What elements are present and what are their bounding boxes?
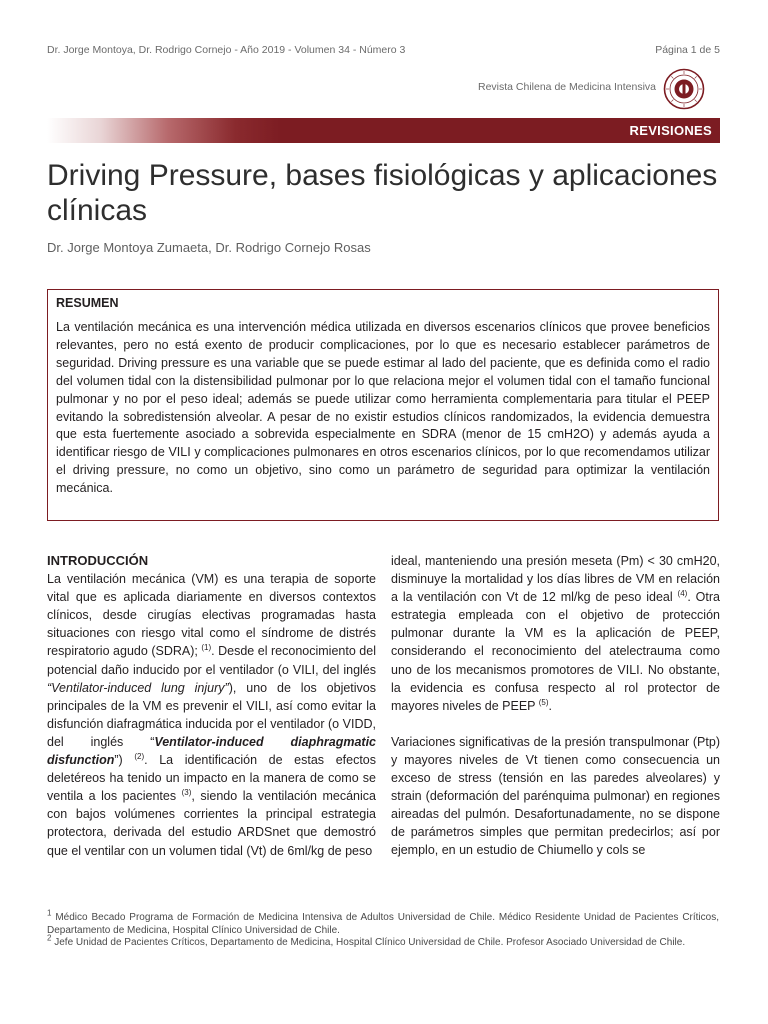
abstract-heading: RESUMEN [56,296,119,310]
right-column [391,552,720,860]
section-band [47,118,720,143]
header-citation: Dr. Jorge Montoya, Dr. Rodrigo Cornejo - Año 2019 - Volumen 34 - Número 3 [47,44,406,56]
footnotes [47,908,719,950]
text-run: ideal, manteniendo una presión meseta (Pm) < 30 cmH20, disminuye la mortalidad y los días libres de VM en relación a la ventilación con Vt de 12 ml/kg de peso ideal [391,554,720,605]
text-run: ), uno de los objetivos principales de la VM es prevenir el VILI, así como evitar la disfunción diafragmática inducida por el ventilador (o VIDD, del inglés “ [47,680,377,749]
intro-paragraph [47,570,376,860]
abstract-box [47,289,719,521]
text-run: . Desde el reconocimiento del potencial daño inducido por el ventilador (o VILI, del inglés [47,644,376,677]
section-label: REVISIONES [629,123,712,138]
footnote-1 [47,908,719,937]
footnote-text: Médico Becado Programa de Formación de Medicina Intensiva de Adultos Universidad de Chile. Médico Residente Unidad de Pacientes Críticos, Departamento de Medicina, Hospital Clínico Universidad de Chile. [47,912,719,936]
text-run: . [548,698,553,713]
left-column [47,552,376,860]
citation-ref: (3) [181,788,192,798]
footnote-marker: 2 [47,933,52,943]
bold-italic-term: Ventilator-induced diaphragmatic disfunction [47,734,376,768]
citation-ref: (2) [134,751,145,761]
text-run: . La identificación de estas efectos deletéreos ha tenido un impacto en la manera de como se ventila a los pacientes [47,753,376,804]
article-authors: Dr. Jorge Montoya Zumaeta, Dr. Rodrigo Cornejo Rosas [47,240,371,255]
citation-ref: (5) [538,697,549,707]
paragraph-variaciones: Variaciones significativas de la presión transpulmonar (Ptp) y mayores niveles de Vt tienen como consecuencia un exceso de stress (tensión en las paredes alveolares) y strain (deformación del parénquima pulmonar) en regiones aireadas del pulmón. Desafortunadamente, no se dispone de parámetros simples que permitan predecirlos; así por ejemplo, en un estudio de Chiumello y cols se [391,734,720,858]
section-heading-introduccion: INTRODUCCIÓN [47,553,149,568]
footnote-text: Jefe Unidad de Pacientes Críticos, Departamento de Medicina, Hospital Clínico Universidad de Chile. Profesor Asociado Universidad de Chile. [51,937,686,949]
footnote-2 [47,933,719,950]
page-number: Página 1 de 5 [655,44,720,56]
paragraph-continued [391,552,720,715]
text-run: , siendo la ventilación mecánica con bajos volúmenes corrientes la principal estrategia protectora, derivada del estudio ARDSnet que demostró que el ventilar con un volumen tidal (Vt) de 6ml/kg de peso [47,789,376,858]
citation-ref: (4) [677,589,688,599]
journal-name: Revista Chilena de Medicina Intensiva [477,81,656,93]
italic-term: “Ventilator-induced lung injury” [47,680,229,695]
footnote-marker: 1 [47,908,52,918]
text-run: . Otra estrategia empleada con el objetivo de protección pulmonar durante la VM es la aplicación de PEEP, considerando el reconocimiento del atelectrauma como uno de los mecanismos promotores de VILI. No obstante, la evidencia es confusa respecto al rol protector de mayores niveles de PEEP [391,590,720,713]
article-title: Driving Pressure, bases fisiológicas y aplicaciones clínicas [47,159,718,227]
text-run: ”) [114,753,135,768]
text-run: La ventilación mecánica (VM) es una terapia de soporte vital que es aplicada diariamente en diversos contextos clínicos, desde cirugías electivas programadas hasta situaciones con riesgo vital como el síndrome de distrés respiratorio agudo (SDRA); [47,572,376,659]
citation-ref: (1) [201,643,212,653]
abstract-text: La ventilación mecánica es una intervención médica utilizada en diversos escenarios clínicos que provee beneficios relevantes, pero no está exento de producir complicaciones, por lo que es necesario establecer parámetros de seguridad. Driving pressure es una variable que se puede estimar al lado del paciente, que es definida como el radio del volumen tidal con la distensibilidad pulmonar por lo que relaciona mejor el volumen tidal con el tamaño funcional pulmonar y no por el peso ideal; además se puede utilizar como herramienta complementaria para titular el PEEP evitando la sobredistensión alveolar. A pesar de no existir estudios clínicos randomizados, la evidencia demuestra que esta fuertemente asociado a sobrevida especialmente en SDRA (menor de 15 cmH2O) y además ayuda a identificar riesgo de VILI y complicaciones pulmonares en otros escenarios clínicos, por lo que recomendamos utilizar el driving pressure, no como un objetivo, sino como un parámetro de seguridad para optimizar la ventilación mecánica. [56,320,710,496]
journal-seal-logo [663,68,705,110]
